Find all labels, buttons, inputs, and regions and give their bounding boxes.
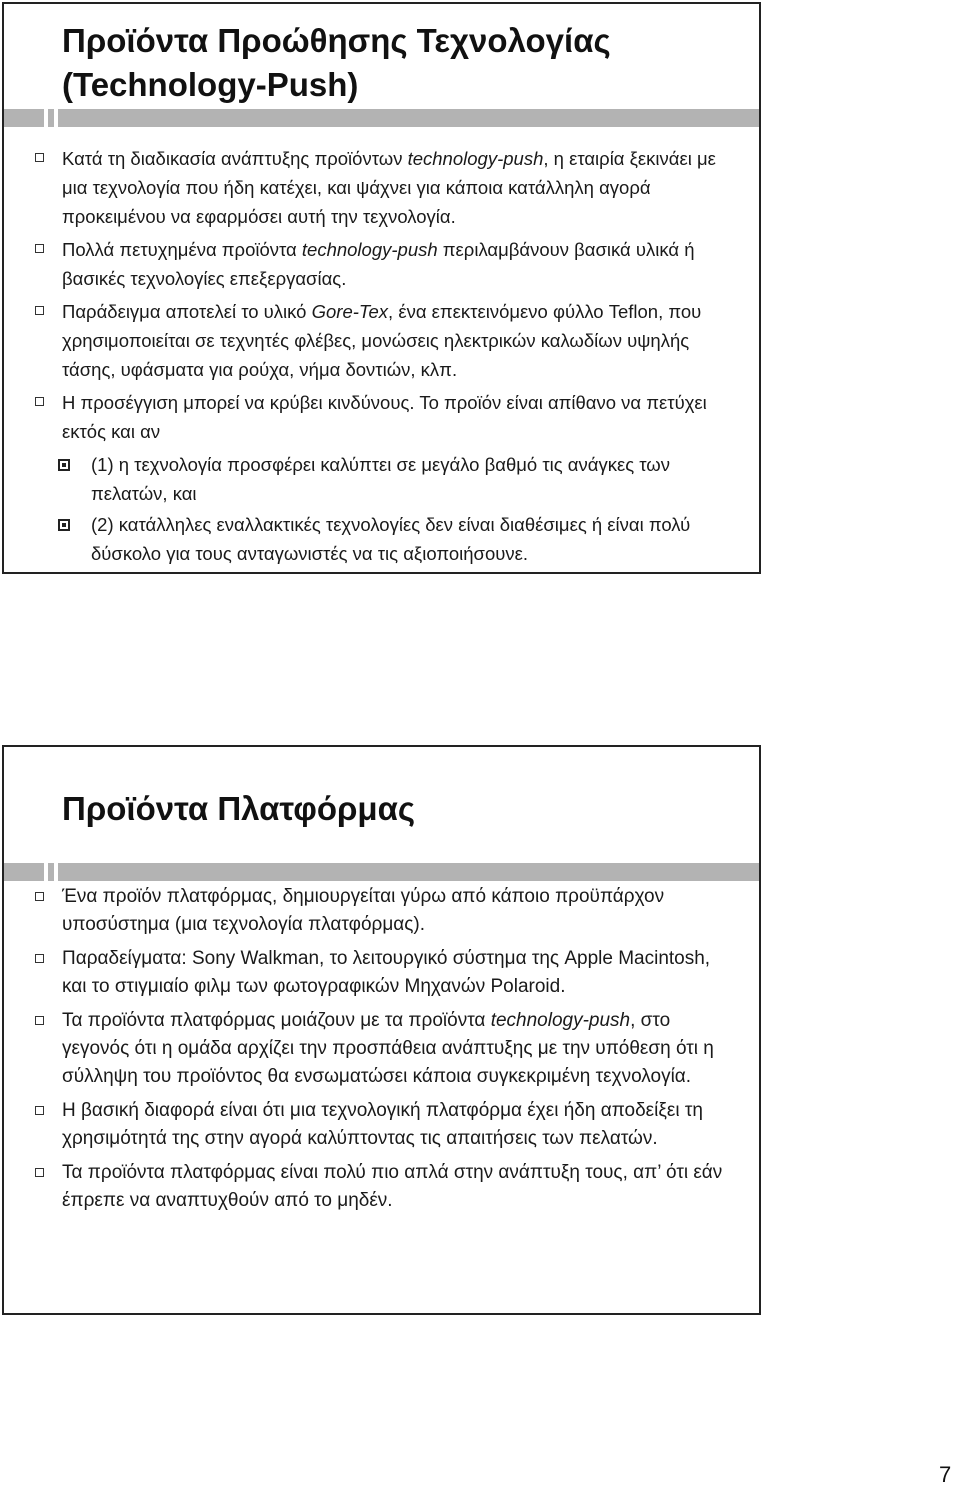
- slide-title: Προϊόντα Πλατφόρμας: [62, 790, 416, 827]
- list-item: Παράδειγμα αποτελεί το υλικό Gore-Tex, ένα επεκτεινόμενο φύλλο Teflon, που χρησιμοποιείται σε τεχνητές φλέβες, μονώσεις ηλεκτρικών καλωδίων υψηλής τάσης, υφάσματα για ρούχα, νήμα δοντιών, κλπ.: [34, 297, 739, 384]
- square-bullet-icon: [35, 306, 44, 315]
- square-bullet-icon: [35, 954, 44, 963]
- square-bullet-icon: [35, 244, 44, 253]
- slide-technology-push: [2, 2, 761, 574]
- list-item: Ένα προϊόν πλατφόρμας, δημιουργείται γύρω από κάποιο προϋπάρχον υποσύστημα (μια τεχνολογία πλατφόρμας).: [34, 883, 739, 939]
- square-bullet-icon: [35, 153, 44, 162]
- filled-square-bullet-icon: [58, 519, 70, 531]
- square-bullet-icon: [35, 1106, 44, 1115]
- square-bullet-icon: [35, 397, 44, 406]
- square-bullet-icon: [35, 1016, 44, 1025]
- sub-list-item: (1) η τεχνολογία προσφέρει καλύπτει σε μεγάλο βαθμό τις ανάγκες των πελατών, και: [58, 450, 739, 508]
- list-item: Η βασική διαφορά είναι ότι μια τεχνολογική πλατφόρμα έχει ήδη αποδείξει τη χρησιμότητά της στην αγορά καλύπτοντας τις απαιτήσεις των πελατών.: [34, 1097, 739, 1153]
- list-item: Τα προϊόντα πλατφόρμας είναι πολύ πιο απλά στην ανάπτυξη τους, απ’ ότι εάν έπρεπε να αναπτυχθούν από το μηδέν.: [34, 1159, 739, 1215]
- page-number: 7: [939, 1462, 952, 1487]
- title-separator-bar: [4, 863, 759, 881]
- slide-title: [62, 19, 611, 107]
- bullet-list: [34, 883, 739, 1221]
- title-separator-bar: [4, 109, 759, 127]
- list-item: Παραδείγματα: Sony Walkman, το λειτουργικό σύστημα της Apple Macintosh, και το στιγμιαίο φιλμ των φωτογραφικών Μηχανών Polaroid.: [34, 945, 739, 1001]
- slide-platform-products: [2, 745, 761, 1315]
- title-line-2: (Technology-Push): [62, 66, 359, 103]
- title-line-1: Προϊόντα Προώθησης Τεχνολογίας: [62, 22, 611, 59]
- list-item: Η προσέγγιση μπορεί να κρύβει κινδύνους. Το προϊόν είναι απίθανο να πετύχει εκτός και αν (1) η τεχνολογία προσφέρει καλύπτει σε μεγάλο βαθμό τις ανάγκες των πελατών, και (2) κατάλληλες εναλλακτικές τεχνολογίες δεν είναι διαθέσιμες ή είναι πολύ δύσκολο για τους ανταγωνιστές να τις αξιοποιήσουνε.: [34, 388, 739, 568]
- sub-bullet-list: [58, 450, 739, 568]
- square-bullet-icon: [35, 892, 44, 901]
- bullet-list: [34, 144, 739, 572]
- list-item: Κατά τη διαδικασία ανάπτυξης προϊόντων technology-push, η εταιρία ξεκινάει με μια τεχνολογία που ήδη κατέχει, και ψάχνει για κάποια κατάλληλη αγορά προκειμένου να εφαρμόσει αυτή την τεχνολογία.: [34, 144, 739, 231]
- list-item: Πολλά πετυχημένα προϊόντα technology-push περιλαμβάνουν βασικά υλικά ή βασικές τεχνολογίες επεξεργασίας.: [34, 235, 739, 293]
- list-item: Τα προϊόντα πλατφόρμας μοιάζουν με τα προϊόντα technology-push, στο γεγονός ότι η ομάδα αρχίζει την προσπάθεια ανάπτυξης με την υπόθεση ότι η σύλληψη του προϊόντος θα ενσωματώσει κάποια συγκεκριμένη τεχνολογία.: [34, 1007, 739, 1091]
- filled-square-bullet-icon: [58, 459, 70, 471]
- sub-list-item: (2) κατάλληλες εναλλακτικές τεχνολογίες δεν είναι διαθέσιμες ή είναι πολύ δύσκολο για τους ανταγωνιστές να τις αξιοποιήσουνε.: [58, 510, 739, 568]
- square-bullet-icon: [35, 1168, 44, 1177]
